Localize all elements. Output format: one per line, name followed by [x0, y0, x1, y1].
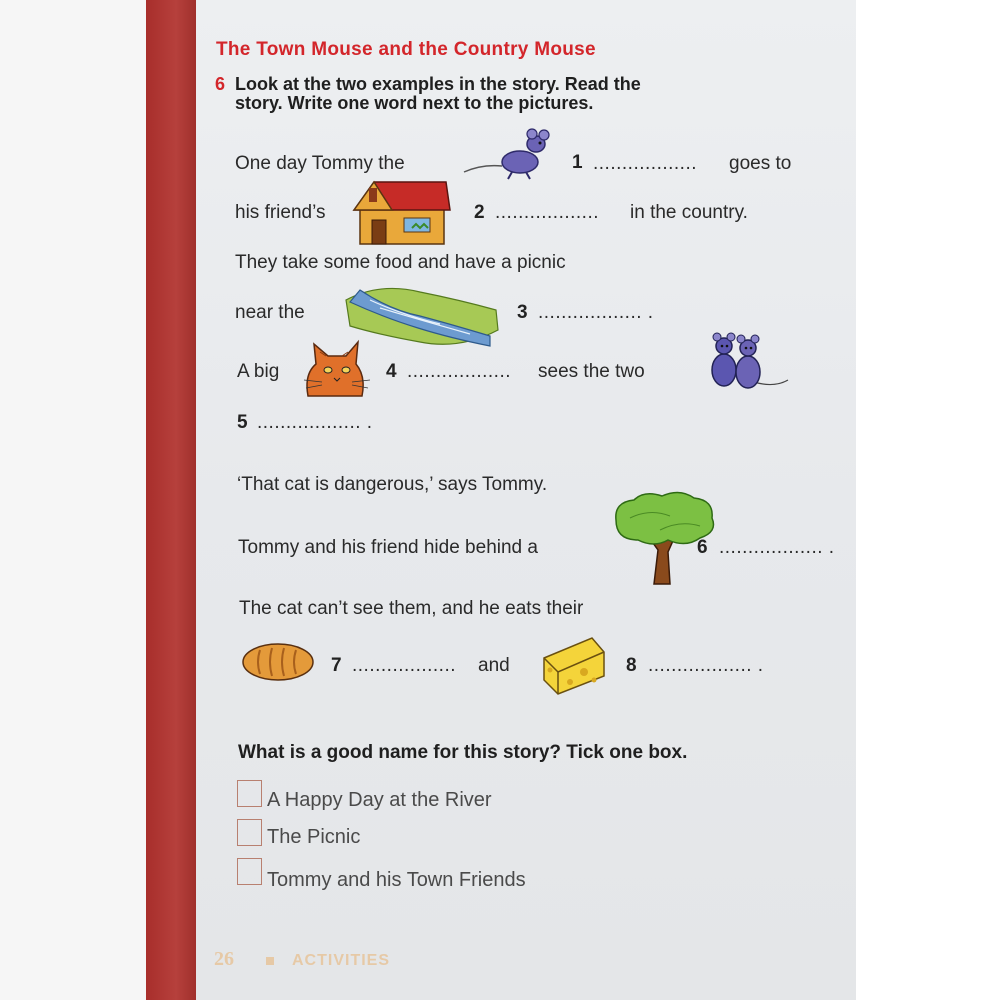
two-mice-icon: [704, 330, 790, 392]
option-label-2: The Picnic: [267, 826, 361, 848]
cheese-icon: [540, 634, 608, 696]
story-line-4-start: near the: [235, 302, 305, 323]
background-left: [0, 0, 146, 1000]
answer-blank-5[interactable]: .................. .: [257, 412, 373, 433]
blank-number-6: 6: [697, 537, 708, 558]
blank-number-7: 7: [331, 655, 342, 676]
answer-blank-8[interactable]: .................. .: [648, 655, 764, 676]
story-line-8-start: Tommy and his friend hide behind a: [238, 537, 538, 558]
blank-number-8: 8: [626, 655, 637, 676]
story-line-1-end: goes to: [729, 153, 792, 174]
bread-icon: [240, 640, 316, 684]
instruction-line-2: story. Write one word next to the pictures.: [235, 93, 594, 113]
story-line-2-start: his friend’s: [235, 202, 326, 223]
blank-number-2: 2: [474, 202, 485, 223]
option-checkbox-3[interactable]: [237, 858, 262, 885]
answer-blank-4[interactable]: ..................: [407, 361, 512, 382]
background-right: [856, 0, 1000, 1000]
story-line-5-start: A big: [237, 361, 280, 382]
house-icon: [352, 178, 452, 246]
page-title: The Town Mouse and the Country Mouse: [216, 39, 596, 60]
story-line-5-end: sees the two: [538, 361, 645, 382]
story-line-3: They take some food and have a picnic: [235, 252, 566, 273]
story-line-7: ‘That cat is dangerous,’ says Tommy.: [237, 474, 548, 495]
option-label-3: Tommy and his Town Friends: [267, 869, 526, 891]
blank-number-1: 1: [572, 152, 583, 173]
option-checkbox-2[interactable]: [237, 819, 262, 846]
story-line-1-start: One day Tommy the: [235, 153, 405, 174]
red-margin-band: [146, 0, 196, 1000]
answer-blank-2[interactable]: ..................: [495, 202, 600, 223]
instruction-line-1: Look at the two examples in the story. Read the: [235, 74, 641, 94]
answer-blank-1[interactable]: ..................: [593, 153, 698, 174]
footer-section-label: ACTIVITIES: [292, 952, 391, 969]
story-line-2-end: in the country.: [630, 202, 748, 223]
option-label-1: A Happy Day at the River: [267, 789, 492, 811]
answer-blank-6[interactable]: .................. .: [719, 537, 835, 558]
mouse-icon: [462, 122, 562, 182]
page-number: 26: [214, 948, 234, 970]
blank-number-3: 3: [517, 302, 528, 323]
blank-number-5: 5: [237, 412, 248, 433]
exercise-number: 6: [215, 74, 226, 94]
footer-bullet: [266, 957, 274, 965]
story-line-10-and: and: [478, 655, 510, 676]
blank-number-4: 4: [386, 361, 397, 382]
option-checkbox-1[interactable]: [237, 780, 262, 807]
question-text: What is a good name for this story? Tick one box.: [238, 742, 688, 763]
cat-icon: [300, 338, 372, 398]
story-line-9: The cat can’t see them, and he eats their: [239, 598, 584, 619]
answer-blank-7[interactable]: ..................: [352, 655, 457, 676]
answer-blank-3[interactable]: .................. .: [538, 302, 654, 323]
